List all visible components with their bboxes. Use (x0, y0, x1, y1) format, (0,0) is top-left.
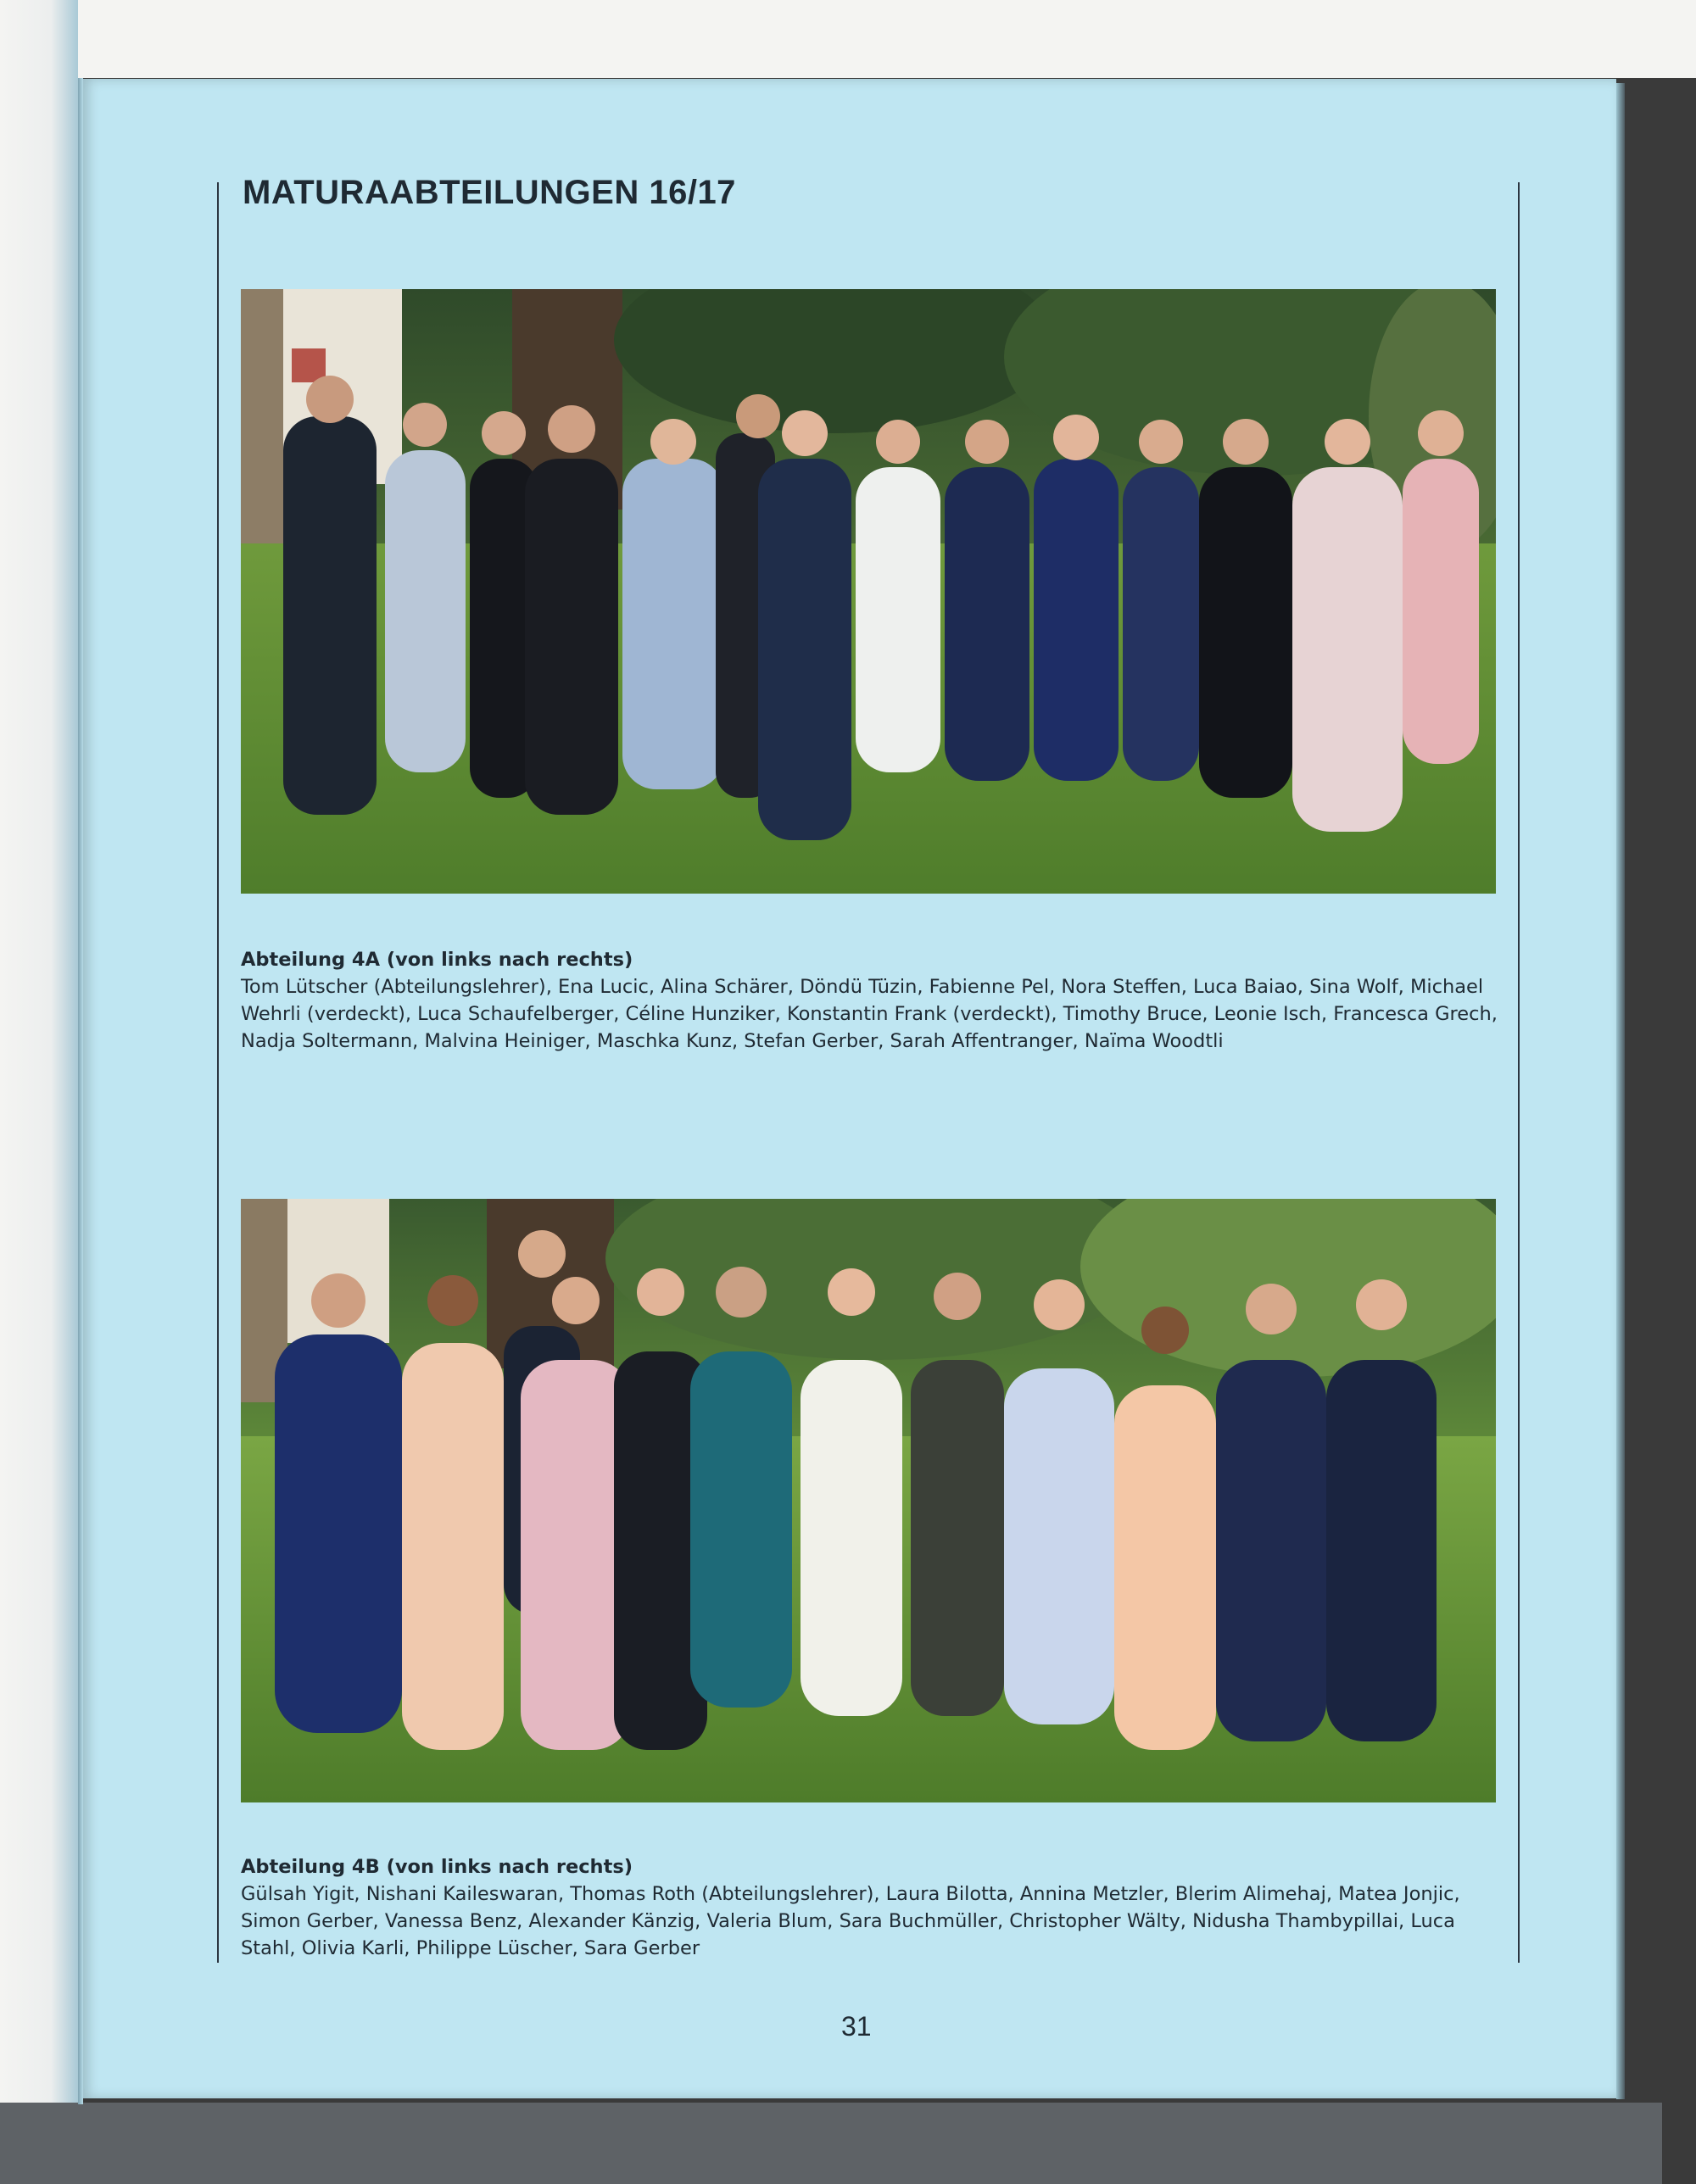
caption-4b-names: Gülsah Yigit, Nishani Kaileswaran, Thomas Roth (Abteilungslehrer), Laura Bilotta, Annina Metzler, Blerim Alimehaj, Matea Jonjic, Simon Gerber, Vanessa Benz, Alexander Känzig, Valeria Blum, Sara Buchmüller, Christopher Wälty, Nidusha Thambypillai, Luca Stahl, Olivia Karli, Philippe Lüscher, Sara Gerber (241, 1883, 1460, 1959)
page-gutter (78, 78, 83, 2104)
page-title: MATURAABTEILUNGEN 16/17 (243, 174, 736, 211)
caption-4a (241, 946, 1513, 1055)
frame-rule-right (1518, 182, 1520, 1963)
page-number: 31 (841, 2011, 872, 2042)
scan-border-top (0, 0, 1696, 78)
class-photo-4a-image (241, 289, 1496, 894)
caption-4b (241, 1853, 1513, 1962)
frame-rule-left (217, 182, 219, 1963)
page-edge (1616, 83, 1625, 2099)
class-photo-4a (241, 289, 1496, 894)
class-photo-4b (241, 1199, 1496, 1802)
caption-4b-heading: Abteilung 4B (von links nach rechts) (241, 1856, 633, 1878)
scan-border-bottom (0, 2103, 1662, 2184)
caption-4a-heading: Abteilung 4A (von links nach rechts) (241, 949, 633, 971)
scan-border-left (0, 0, 78, 2184)
caption-4a-names: Tom Lütscher (Abteilungslehrer), Ena Lucic, Alina Schärer, Döndü Tüzin, Fabienne Pel, Nora Steffen, Luca Baiao, Sina Wolf, Michael Wehrli (verdeckt), Luca Schaufelberger, Céline Hunziker, Konstantin Frank (verdeckt), Timothy Bruce, Leonie Isch, Francesca Grech, Nadja Soltermann, Malvina Heiniger, Maschka Kunz, Stefan Gerber, Sarah Affentranger, Naïma Woodtli (241, 976, 1498, 1052)
class-photo-4b-image (241, 1199, 1496, 1802)
